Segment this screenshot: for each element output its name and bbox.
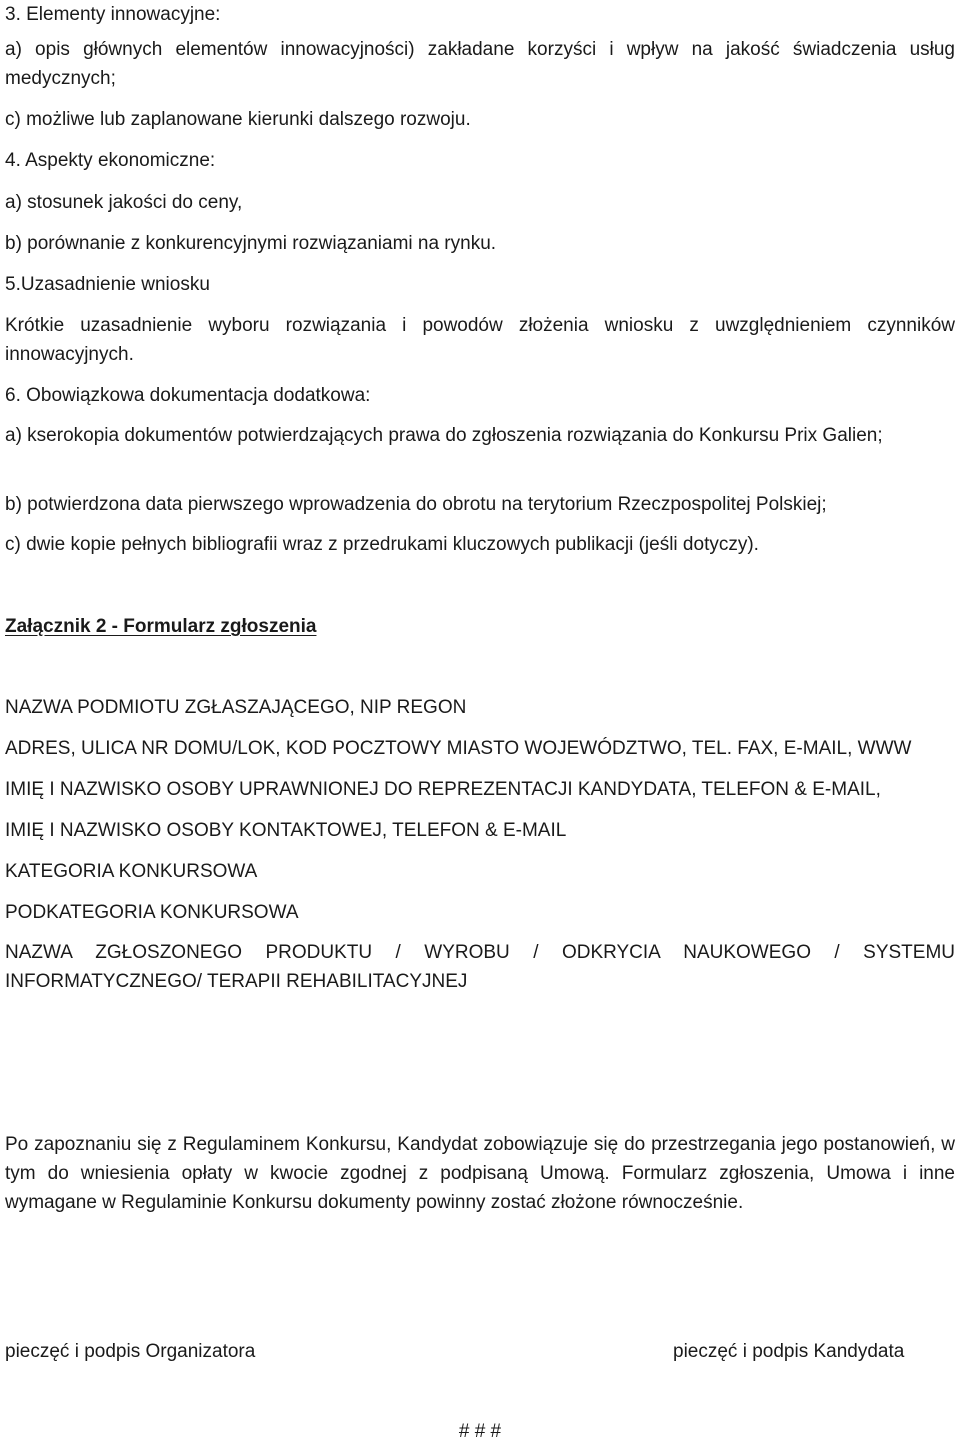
form-field-product-name: NAZWA ZGŁOSZONEGO PRODUKTU / WYROBU / ODKRYCIA NAUKOWEGO / SYSTEMU INFORMATYCZNEGO/ TERAPII REHABILITACYJNEJ [5,942,955,992]
section-6-item-a: a) kserokopia dokumentów potwierdzających prawa do zgłoszenia rozwiązania do Konkursu Prix Galien; [5,425,883,446]
form-field-entity-name: NAZWA PODMIOTU ZGŁASZAJĄCEGO, NIP REGON [5,697,467,718]
section-3-title: 3. Elementy innowacyjne: [5,4,221,25]
end-mark: # # # [458,1421,502,1442]
form-field-contact-person: IMIĘ I NAZWISKO OSOBY KONTAKTOWEJ, TELEFON & E-MAIL [5,820,567,841]
section-6-item-c: c) dwie kopie pełnych bibliografii wraz z przedrukami kluczowych publikacji (jeśli dotyczy). [5,534,759,555]
annex-title: Załącznik 2 - Formularz zgłoszenia [5,616,317,637]
section-5-body: Krótkie uzasadnienie wyboru rozwiązania i powodów złożenia wniosku z uwzględnieniem czynników innowacyjnych. [5,315,955,365]
form-field-subcategory: PODKATEGORIA KONKURSOWA [5,902,299,923]
section-4-item-a: a) stosunek jakości do ceny, [5,192,243,213]
declaration-paragraph: Po zapoznaniu się z Regulaminem Konkursu, Kandydat zobowiązuje się do przestrzegania jego postanowień, w tym do wniesienia opłaty w kwocie zgodnej z podpisaną Umową. Formularz zgłoszenia, Umowa i inne wymagane w Regulaminie Konkursu dokumenty powinny zostać złożone równocześnie. [5,1134,955,1213]
section-6-item-b: b) potwierdzona data pierwszego wprowadzenia do obrotu na terytorium Rzeczpospolitej Polskiej; [5,494,827,515]
form-field-category: KATEGORIA KONKURSOWA [5,861,258,882]
signature-candidate: pieczęć i podpis Kandydata [673,1341,905,1362]
form-field-authorized-person: IMIĘ I NAZWISKO OSOBY UPRAWNIONEJ DO REPREZENTACJI KANDYDATA, TELEFON & E-MAIL, [5,779,881,800]
section-3-item-c: c) możliwe lub zaplanowane kierunki dalszego rozwoju. [5,109,471,130]
section-6-title: 6. Obowiązkowa dokumentacja dodatkowa: [5,385,371,406]
form-field-address: ADRES, ULICA NR DOMU/LOK, KOD POCZTOWY MIASTO WOJEWÓDZTWO, TEL. FAX, E-MAIL, WWW [5,738,912,759]
section-4-title: 4. Aspekty ekonomiczne: [5,150,216,171]
signature-organizer: pieczęć i podpis Organizatora [5,1341,256,1362]
section-5-title: 5.Uzasadnienie wniosku [5,274,210,295]
section-4-item-b: b) porównanie z konkurencyjnymi rozwiązaniami na rynku. [5,233,497,254]
section-3-item-a: a) opis głównych elementów innowacyjności) zakładane korzyści i wpływ na jakość świadczenia usług medycznych; [5,39,955,89]
